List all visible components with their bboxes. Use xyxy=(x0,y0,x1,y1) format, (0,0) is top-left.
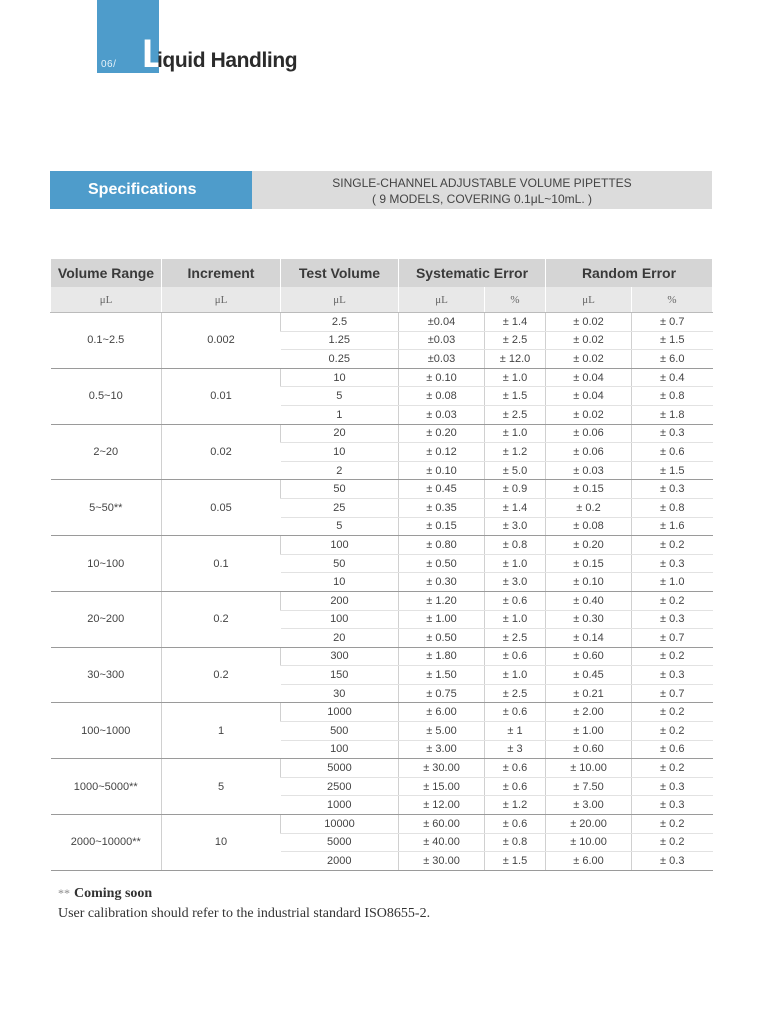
random-error-ul-cell: ± 0.40 xyxy=(546,591,632,610)
random-error-ul-cell: ± 1.00 xyxy=(546,722,632,741)
test-volume-cell: 1 xyxy=(281,405,399,424)
random-error-pct-cell: ± 0.3 xyxy=(632,480,713,499)
volume-range-cell: 100~1000 xyxy=(51,703,162,759)
systematic-error-ul-cell: ± 30.00 xyxy=(399,759,485,778)
random-error-ul-cell: ± 0.08 xyxy=(546,517,632,536)
random-error-pct-cell: ± 0.2 xyxy=(632,722,713,741)
test-volume-cell: 50 xyxy=(281,480,399,499)
test-volume-cell: 1000 xyxy=(281,703,399,722)
systematic-error-ul-cell: ± 40.00 xyxy=(399,833,485,852)
systematic-error-ul-cell: ± 60.00 xyxy=(399,815,485,834)
systematic-error-pct-cell: ± 1 xyxy=(485,722,546,741)
test-volume-cell: 2500 xyxy=(281,777,399,796)
random-error-ul-cell: ± 20.00 xyxy=(546,815,632,834)
volume-range-cell: 10~100 xyxy=(51,536,162,592)
systematic-error-ul-cell: ±0.04 xyxy=(399,313,485,332)
increment-cell: 10 xyxy=(162,815,281,871)
random-error-pct-cell: ± 0.6 xyxy=(632,443,713,462)
test-volume-cell: 10000 xyxy=(281,815,399,834)
systematic-error-pct-cell: ± 5.0 xyxy=(485,461,546,480)
table-row xyxy=(51,424,713,443)
random-error-ul-cell: ± 0.04 xyxy=(546,387,632,406)
systematic-error-ul-cell: ± 0.10 xyxy=(399,368,485,387)
test-volume-cell: 30 xyxy=(281,684,399,703)
test-volume-cell: 50 xyxy=(281,554,399,573)
random-error-ul-cell: ± 0.02 xyxy=(546,405,632,424)
random-error-ul-cell: ± 0.02 xyxy=(546,350,632,369)
systematic-error-ul-cell: ± 0.50 xyxy=(399,629,485,648)
random-error-ul-cell: ± 0.20 xyxy=(546,536,632,555)
random-error-pct-cell: ± 0.8 xyxy=(632,498,713,517)
random-error-ul-cell: ± 0.02 xyxy=(546,313,632,332)
systematic-error-pct-cell: ± 1.0 xyxy=(485,666,546,685)
random-error-ul-cell: ± 0.60 xyxy=(546,740,632,759)
test-volume-cell: 2000 xyxy=(281,852,399,871)
systematic-error-ul-cell: ± 0.15 xyxy=(399,517,485,536)
systematic-error-ul-cell: ± 0.45 xyxy=(399,480,485,499)
systematic-error-pct-cell: ± 0.6 xyxy=(485,815,546,834)
systematic-error-pct-cell: ± 0.9 xyxy=(485,480,546,499)
systematic-error-ul-cell: ± 30.00 xyxy=(399,852,485,871)
systematic-error-pct-cell: ± 1.2 xyxy=(485,796,546,815)
random-error-pct-cell: ± 0.2 xyxy=(632,703,713,722)
random-error-pct-cell: ± 0.4 xyxy=(632,368,713,387)
increment-cell: 0.02 xyxy=(162,424,281,480)
random-error-pct-cell: ± 0.2 xyxy=(632,647,713,666)
random-error-ul-cell: ± 0.04 xyxy=(546,368,632,387)
systematic-error-pct-cell: ± 0.6 xyxy=(485,759,546,778)
systematic-error-pct-cell: ± 2.5 xyxy=(485,629,546,648)
random-error-ul-cell: ± 0.21 xyxy=(546,684,632,703)
systematic-error-pct-cell: ± 1.0 xyxy=(485,368,546,387)
systematic-error-pct-cell: ± 0.6 xyxy=(485,703,546,722)
systematic-error-pct-cell: ± 1.4 xyxy=(485,313,546,332)
systematic-error-pct-cell: ± 2.5 xyxy=(485,405,546,424)
systematic-error-ul-cell: ± 0.30 xyxy=(399,573,485,592)
test-volume-cell: 1.25 xyxy=(281,331,399,350)
volume-range-cell: 2000~10000** xyxy=(51,815,162,871)
title-initial: L xyxy=(142,32,167,76)
unit-random-pct: % xyxy=(632,287,713,313)
table-row xyxy=(51,703,713,722)
header-increment: Increment xyxy=(162,259,281,287)
increment-cell: 0.01 xyxy=(162,368,281,424)
systematic-error-ul-cell: ± 5.00 xyxy=(399,722,485,741)
test-volume-cell: 10 xyxy=(281,368,399,387)
random-error-pct-cell: ± 0.3 xyxy=(632,796,713,815)
systematic-error-pct-cell: ± 0.6 xyxy=(485,777,546,796)
random-error-pct-cell: ± 6.0 xyxy=(632,350,713,369)
table-row xyxy=(51,480,713,499)
test-volume-cell: 100 xyxy=(281,740,399,759)
table-row xyxy=(51,759,713,778)
volume-range-cell: 5~50** xyxy=(51,480,162,536)
table-body xyxy=(51,313,713,871)
random-error-ul-cell: ± 2.00 xyxy=(546,703,632,722)
systematic-error-ul-cell: ± 6.00 xyxy=(399,703,485,722)
test-volume-cell: 20 xyxy=(281,629,399,648)
systematic-error-pct-cell: ± 1.0 xyxy=(485,554,546,573)
random-error-pct-cell: ± 1.8 xyxy=(632,405,713,424)
footnote-stars: ** xyxy=(58,886,70,900)
systematic-error-pct-cell: ± 1.5 xyxy=(485,852,546,871)
increment-cell: 0.2 xyxy=(162,591,281,647)
random-error-ul-cell: ± 0.10 xyxy=(546,573,632,592)
description-line-1: SINGLE-CHANNEL ADJUSTABLE VOLUME PIPETTES xyxy=(332,176,632,190)
systematic-error-pct-cell: ± 0.6 xyxy=(485,647,546,666)
systematic-error-ul-cell: ± 0.50 xyxy=(399,554,485,573)
volume-range-cell: 2~20 xyxy=(51,424,162,480)
random-error-pct-cell: ± 0.2 xyxy=(632,815,713,834)
random-error-ul-cell: ± 0.06 xyxy=(546,443,632,462)
random-error-ul-cell: ± 10.00 xyxy=(546,759,632,778)
random-error-pct-cell: ± 0.7 xyxy=(632,684,713,703)
systematic-error-ul-cell: ±0.03 xyxy=(399,350,485,369)
random-error-pct-cell: ± 0.3 xyxy=(632,666,713,685)
volume-range-cell: 30~300 xyxy=(51,647,162,703)
systematic-error-ul-cell: ± 0.12 xyxy=(399,443,485,462)
systematic-error-ul-cell: ± 3.00 xyxy=(399,740,485,759)
volume-range-cell: 0.5~10 xyxy=(51,368,162,424)
increment-cell: 5 xyxy=(162,759,281,815)
random-error-pct-cell: ± 0.3 xyxy=(632,777,713,796)
random-error-pct-cell: ± 0.2 xyxy=(632,536,713,555)
increment-cell: 0.1 xyxy=(162,536,281,592)
systematic-error-pct-cell: ± 1.2 xyxy=(485,443,546,462)
random-error-pct-cell: ± 0.2 xyxy=(632,833,713,852)
random-error-ul-cell: ± 10.00 xyxy=(546,833,632,852)
test-volume-cell: 200 xyxy=(281,591,399,610)
increment-cell: 0.05 xyxy=(162,480,281,536)
table-row xyxy=(51,368,713,387)
test-volume-cell: 1000 xyxy=(281,796,399,815)
calibration-note: User calibration should refer to the industrial standard ISO8655-2. xyxy=(58,906,431,921)
specifications-label: Specifications xyxy=(50,171,252,209)
random-error-pct-cell: ± 0.3 xyxy=(632,424,713,443)
test-volume-cell: 5 xyxy=(281,387,399,406)
systematic-error-pct-cell: ± 1.0 xyxy=(485,610,546,629)
systematic-error-pct-cell: ± 0.8 xyxy=(485,833,546,852)
test-volume-cell: 20 xyxy=(281,424,399,443)
unit-increment: μL xyxy=(162,287,281,313)
increment-cell: 1 xyxy=(162,703,281,759)
random-error-pct-cell: ± 0.3 xyxy=(632,610,713,629)
test-volume-cell: 100 xyxy=(281,610,399,629)
volume-range-cell: 0.1~2.5 xyxy=(51,313,162,369)
systematic-error-ul-cell: ±0.03 xyxy=(399,331,485,350)
systematic-error-ul-cell: ± 0.10 xyxy=(399,461,485,480)
random-error-ul-cell: ± 0.06 xyxy=(546,424,632,443)
random-error-pct-cell: ± 0.7 xyxy=(632,313,713,332)
table-row xyxy=(51,815,713,834)
random-error-ul-cell: ± 7.50 xyxy=(546,777,632,796)
systematic-error-ul-cell: ± 0.20 xyxy=(399,424,485,443)
random-error-pct-cell: ± 1.5 xyxy=(632,461,713,480)
test-volume-cell: 0.25 xyxy=(281,350,399,369)
systematic-error-ul-cell: ± 1.20 xyxy=(399,591,485,610)
systematic-error-pct-cell: ± 0.6 xyxy=(485,591,546,610)
test-volume-cell: 100 xyxy=(281,536,399,555)
header-volume-range: Volume Range xyxy=(51,259,162,287)
systematic-error-pct-cell: ± 3.0 xyxy=(485,517,546,536)
random-error-pct-cell: ± 0.3 xyxy=(632,852,713,871)
table-row xyxy=(51,647,713,666)
random-error-ul-cell: ± 0.60 xyxy=(546,647,632,666)
random-error-pct-cell: ± 0.2 xyxy=(632,759,713,778)
table-row xyxy=(51,313,713,332)
systematic-error-pct-cell: ± 1.0 xyxy=(485,424,546,443)
random-error-ul-cell: ± 0.02 xyxy=(546,331,632,350)
coming-soon-note xyxy=(58,886,152,902)
random-error-ul-cell: ± 6.00 xyxy=(546,852,632,871)
header-systematic-error: Systematic Error xyxy=(399,259,546,287)
systematic-error-ul-cell: ± 0.08 xyxy=(399,387,485,406)
description-line-2: ( 9 MODELS, COVERING 0.1μL~10mL. ) xyxy=(372,192,592,206)
specifications-table xyxy=(50,259,713,871)
random-error-ul-cell: ± 3.00 xyxy=(546,796,632,815)
systematic-error-pct-cell: ± 1.5 xyxy=(485,387,546,406)
test-volume-cell: 150 xyxy=(281,666,399,685)
random-error-ul-cell: ± 0.03 xyxy=(546,461,632,480)
random-error-pct-cell: ± 0.8 xyxy=(632,387,713,406)
test-volume-cell: 500 xyxy=(281,722,399,741)
test-volume-cell: 10 xyxy=(281,573,399,592)
systematic-error-pct-cell: ± 2.5 xyxy=(485,331,546,350)
table-row xyxy=(51,591,713,610)
unit-random-ul: μL xyxy=(546,287,632,313)
systematic-error-ul-cell: ± 0.35 xyxy=(399,498,485,517)
test-volume-cell: 5 xyxy=(281,517,399,536)
header-random-error: Random Error xyxy=(546,259,713,287)
systematic-error-ul-cell: ± 12.00 xyxy=(399,796,485,815)
unit-systematic-ul: μL xyxy=(399,287,485,313)
systematic-error-pct-cell: ± 0.8 xyxy=(485,536,546,555)
random-error-pct-cell: ± 1.5 xyxy=(632,331,713,350)
random-error-pct-cell: ± 0.7 xyxy=(632,629,713,648)
systematic-error-pct-cell: ± 1.4 xyxy=(485,498,546,517)
table-row xyxy=(51,536,713,555)
systematic-error-ul-cell: ± 15.00 xyxy=(399,777,485,796)
random-error-ul-cell: ± 0.15 xyxy=(546,554,632,573)
increment-cell: 0.002 xyxy=(162,313,281,369)
unit-systematic-pct: % xyxy=(485,287,546,313)
random-error-pct-cell: ± 0.3 xyxy=(632,554,713,573)
specifications-description xyxy=(252,171,712,209)
test-volume-cell: 2.5 xyxy=(281,313,399,332)
random-error-pct-cell: ± 0.6 xyxy=(632,740,713,759)
volume-range-cell: 20~200 xyxy=(51,591,162,647)
random-error-pct-cell: ± 1.0 xyxy=(632,573,713,592)
systematic-error-ul-cell: ± 0.80 xyxy=(399,536,485,555)
specifications-bar xyxy=(50,171,712,209)
systematic-error-ul-cell: ± 0.03 xyxy=(399,405,485,424)
random-error-pct-cell: ± 1.6 xyxy=(632,517,713,536)
systematic-error-ul-cell: ± 1.80 xyxy=(399,647,485,666)
unit-test-volume: μL xyxy=(281,287,399,313)
random-error-ul-cell: ± 0.30 xyxy=(546,610,632,629)
coming-soon-text: Coming soon xyxy=(74,886,153,901)
systematic-error-pct-cell: ± 12.0 xyxy=(485,350,546,369)
random-error-ul-cell: ± 0.15 xyxy=(546,480,632,499)
random-error-ul-cell: ± 0.2 xyxy=(546,498,632,517)
header-test-volume: Test Volume xyxy=(281,259,399,287)
increment-cell: 0.2 xyxy=(162,647,281,703)
systematic-error-ul-cell: ± 1.00 xyxy=(399,610,485,629)
random-error-pct-cell: ± 0.2 xyxy=(632,591,713,610)
test-volume-cell: 25 xyxy=(281,498,399,517)
page-title: iquid Handling xyxy=(157,49,298,72)
systematic-error-pct-cell: ± 3 xyxy=(485,740,546,759)
page-number: 06/ xyxy=(101,59,117,70)
test-volume-cell: 5000 xyxy=(281,833,399,852)
test-volume-cell: 300 xyxy=(281,647,399,666)
systematic-error-pct-cell: ± 2.5 xyxy=(485,684,546,703)
random-error-ul-cell: ± 0.14 xyxy=(546,629,632,648)
systematic-error-pct-cell: ± 3.0 xyxy=(485,573,546,592)
test-volume-cell: 5000 xyxy=(281,759,399,778)
unit-volume-range: μL xyxy=(51,287,162,313)
random-error-ul-cell: ± 0.45 xyxy=(546,666,632,685)
test-volume-cell: 10 xyxy=(281,443,399,462)
volume-range-cell: 1000~5000** xyxy=(51,759,162,815)
systematic-error-ul-cell: ± 1.50 xyxy=(399,666,485,685)
systematic-error-ul-cell: ± 0.75 xyxy=(399,684,485,703)
test-volume-cell: 2 xyxy=(281,461,399,480)
